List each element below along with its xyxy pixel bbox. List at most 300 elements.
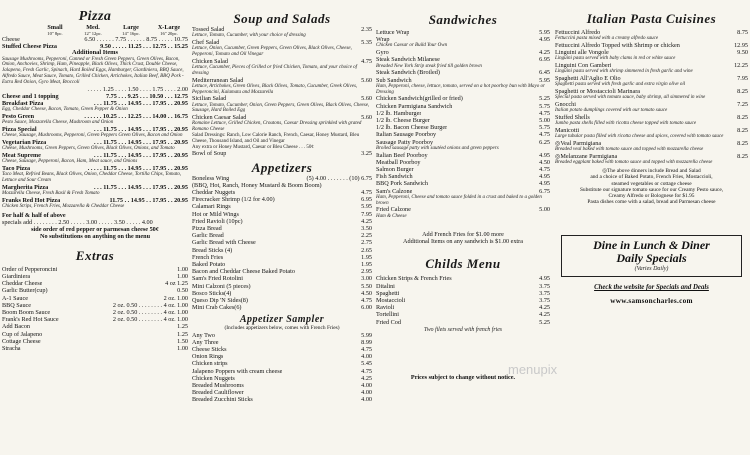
- item-description: Lettuce, Tomato, Cucumber, Onion, Green Peppers, Green Olives, Black Olives, Cheese, Sausage, Hard Boiled Egg: [192, 102, 370, 114]
- item-name: Sicilian Salad: [192, 95, 227, 103]
- dressings-extra: Any extra or Honey Mustard, Caesar or Bleu Cheese . . . 50¢: [192, 144, 314, 150]
- menu-item: [192, 95, 372, 102]
- item-price: 4.25: [539, 304, 550, 312]
- menu-item: [2, 36, 188, 43]
- item-name: Manicotti: [555, 127, 580, 135]
- menu-item: [376, 29, 550, 36]
- fries-note: Add French Fries for $1.00 more: [422, 231, 504, 239]
- item-price: . . . . . . 10.25 . . . 12.25 . . . 14.00 . . 16.75: [84, 113, 188, 120]
- item-name: Cottage Cheese: [2, 337, 41, 345]
- appetizers-list: [192, 175, 372, 312]
- item-name: Calamari Rings: [192, 203, 231, 211]
- menu-item: [2, 273, 188, 280]
- item-price: 7.75 . . . 9.25 . . . 10.50 . . . 12.75: [106, 92, 188, 100]
- item-description: Lettuce, Artichokes, Green Olives, Black Olives, Tomato, Cucumber, Greek Olives, Pepperoncini, Kalamata and Mozzarella: [192, 83, 358, 95]
- item-price: 5.75: [539, 124, 550, 132]
- menu-item: [192, 360, 372, 367]
- item-description: Lettuce, Cucumber, Pieces of Grilled or fried Chicken, Tomato, and your choice of dressing: [192, 65, 358, 76]
- item-name: 1/2 lb. Bacon Cheese Burger: [376, 124, 448, 132]
- item-name: Bacon and Cheddar Cheese Baked Potato: [192, 268, 295, 276]
- item-name: A-1 Sauce: [2, 294, 28, 302]
- additional-items-prices: . . . . . 1.25 . . . . 1.50 . . . . 1.75 . . . . 2.00: [87, 85, 188, 93]
- item-description: Ham, Pepperoni, cheese, lettuce, tomato, served on a hot poorboy bun with Mayo or Dressing: [376, 83, 545, 95]
- pizza-column: [2, 0, 188, 455]
- menu-item: [2, 93, 188, 100]
- menu-item: [376, 124, 550, 131]
- item-price: 5.25: [539, 95, 550, 103]
- sandwiches-title: Sandwiches: [428, 12, 498, 27]
- menu-item: [376, 290, 550, 297]
- pasta-notes: [555, 168, 748, 205]
- menu-item: [376, 49, 550, 56]
- item-name: Chicken Sandwich(grilled or fried): [376, 95, 463, 103]
- item-price: 5.95: [539, 29, 550, 36]
- item-price: 3.75: [539, 289, 550, 297]
- item-price: 1.50: [177, 337, 188, 345]
- menu-item: [555, 88, 748, 95]
- item-price: 7.95: [361, 210, 372, 218]
- item-description: Lettuce, Onion, Cucumber, Green Peppers, Green Olives, Black Olives, Cheese, Pepperoni, Tomato and Oil Vinegar: [192, 46, 352, 57]
- childs-list: [376, 275, 550, 325]
- item-price: 4.95: [539, 275, 550, 283]
- item-name: Bowl of Soup: [192, 150, 227, 158]
- item-name: Stuffed Shells: [555, 114, 590, 122]
- item-name: Meat Supreme: [2, 152, 41, 159]
- item-name: 1/2 lb. Cheese Burger: [376, 117, 430, 125]
- item-name: Chicken Caesar Salad: [192, 114, 247, 122]
- website-link[interactable]: www.samsoncharles.com: [610, 297, 693, 306]
- menu-item: [376, 36, 550, 43]
- item-name: Breaded Cauliflower: [192, 389, 244, 397]
- menu-item: [192, 353, 372, 360]
- item-name: Garlic Bread with Cheese: [192, 239, 256, 247]
- item-price: 4.25: [361, 374, 372, 382]
- item-name: Chicken Salad: [192, 57, 228, 65]
- pasta-list: [555, 29, 748, 166]
- item-price: 2 oz. 0.50 . . . . . . . . 4 oz. 1.00: [112, 316, 188, 324]
- item-name: Baked Potato: [192, 261, 226, 269]
- item-price: 8.25: [737, 127, 748, 135]
- item-name: Cup of Jalapeno: [2, 330, 43, 338]
- item-name: Any Three: [192, 338, 219, 346]
- item-price: 5.45: [361, 360, 372, 368]
- item-name: Breakfast Pizza: [2, 100, 44, 107]
- item-price: 5.00: [539, 117, 550, 125]
- item-price: 4.75: [361, 188, 372, 196]
- menu-item: [2, 323, 188, 330]
- menu-item: [2, 266, 188, 273]
- item-description: Cheese, Mushrooms, Green Peppers, Green Olives, Black Olives, Onions, and Tomato: [2, 146, 175, 152]
- item-description: Breaded New York Strip steak fried till golden brown: [376, 63, 482, 69]
- sampler-title: Appetizer Sampler: [239, 314, 325, 326]
- menu-item: [192, 375, 372, 382]
- sandwich-extra-note: Additional Items on any sandwich is $1.00 extra: [403, 238, 523, 246]
- menu-item: [192, 239, 372, 246]
- menu-item: [2, 165, 188, 172]
- half-note-prices: specials add . . . . . . . . 2.50 . . . . . 3.00 . . . . . 3.50 . . . . . 4.00: [2, 218, 153, 226]
- item-name: Cheese: [2, 36, 20, 43]
- menu-item: [2, 184, 188, 191]
- item-price: 5.99: [361, 331, 372, 339]
- pasta-note: steamed vegetables or cottage cheese: [611, 180, 692, 187]
- item-price: 3.50: [361, 225, 372, 232]
- item-name: Mediterranean Salad: [192, 76, 244, 84]
- item-name: Chicken Parmigiana Sandwich: [376, 102, 453, 110]
- item-name: Jalapeno Poppers with cream cheese: [192, 367, 283, 375]
- item-price: 4 oz 1.25: [165, 280, 188, 288]
- item-price: 6.00: [361, 304, 372, 312]
- item-price: 1.00: [177, 265, 188, 273]
- pizza-specials-list: [2, 100, 188, 210]
- half-note: For half & half of above: [2, 211, 66, 219]
- item-price: 4.95: [539, 180, 550, 188]
- item-name: Garlic Bread: [192, 232, 224, 240]
- size-large: Large: [123, 24, 139, 31]
- salad-dressings: Salad Dressings: Ranch, Low Calorie Ranch, French, Caesar, Honey Mustard, Bleu Cheese, Thousand Island, and Oil and Vinegar: [192, 132, 360, 144]
- item-name: Fried Calzone: [376, 206, 411, 214]
- item-name: Giardiniera: [2, 273, 31, 280]
- item-name: Steak Sandwich (Broiled): [376, 69, 440, 77]
- item-name: Mostaccioli: [376, 297, 406, 305]
- item-name: Italian Beef Poorboy: [376, 151, 428, 159]
- item-description: Fettuccini pasta mixed with a creamy alfredo sauce: [555, 36, 659, 42]
- item-description: Spaghetti pasta served with fresh garlic and extra virgin olive oil: [555, 82, 686, 88]
- item-name: Pesto Green: [2, 113, 35, 120]
- menu-item: [2, 316, 188, 323]
- menu-item: [555, 62, 748, 69]
- item-description: Pesto Sauce, Mozzarella Cheese, Mushroom and Onion: [2, 120, 114, 126]
- menu-item: [376, 77, 550, 84]
- item-price: 7.95: [737, 75, 748, 83]
- item-price: 5.60: [361, 95, 372, 103]
- pasta-column: [555, 0, 748, 455]
- item-description: Large tubular pasta filled with ricotta cheese and spices, covered with tomato sauce: [555, 134, 724, 140]
- item-price: 4.95: [539, 36, 550, 44]
- item-name: Stracha: [2, 345, 21, 353]
- item-name: Any Two: [192, 331, 215, 339]
- item-price: 4.75: [361, 297, 372, 305]
- item-price: 4.50: [361, 289, 372, 297]
- item-price: 6.95: [361, 196, 372, 204]
- varies-daily: (Varies Daily): [634, 266, 669, 273]
- item-name: Firecracker Shrimp (1/2 for 4.00): [192, 196, 275, 204]
- additional-items-desc: Sausage Mushrooms, Pepperoni, Canned or Fresh Green Peppers, Green Olives, Bacon, Onion, Anchovies, Shrimp, Ham, Pineapple, Black Olives, Thick Crust, Double Cheese, Jalapeno, Fresh Garlic, Spinach, Hard Boiled Eggs, Hamburger, Giardiniera, BBQ Sauce, Alfredo Sauce, Meat Sauce, Tomato, Grilled Chicken, Artichokes, Italian Beef, BBQ Pork - Extra Red Onion, Gyro Meat, Broccoli: [2, 56, 184, 85]
- item-price: 1.00: [177, 345, 188, 353]
- item-price: 5.60: [361, 76, 372, 84]
- menu-item: [192, 389, 372, 396]
- menu-item: [376, 110, 550, 117]
- item-name: ◎Veal Parmigiana: [555, 140, 602, 148]
- pizza-size-headers: [2, 24, 188, 31]
- menu-item: [192, 225, 372, 232]
- dine-in-title: Dine in Lunch & Diner: [593, 238, 710, 253]
- childs-note: Two filets served with french fries: [423, 326, 503, 333]
- item-price: 2.95: [361, 268, 372, 276]
- item-name: Spaghetti or Mostaccioli Marinara: [555, 88, 641, 96]
- item-name: Spaghetti: [376, 289, 400, 297]
- item-description: Breaded eggplant baked with tomato sauce and topped with mozzarella cheese: [555, 160, 713, 166]
- item-price: . . . 11.75 . . . 14.95 . . . 17.95 . . 20.95: [93, 152, 188, 159]
- item-price: 4.75: [361, 346, 372, 354]
- item-name: Fettuccini Alfredo: [555, 29, 601, 36]
- item-price: 4.95: [539, 173, 550, 181]
- item-name: BBQ Sauce: [2, 301, 32, 309]
- menu-item: [376, 206, 550, 213]
- menu-item: [555, 42, 748, 49]
- item-name: Cheese Sticks: [192, 346, 227, 354]
- item-name: Linguini alle Vongole: [555, 49, 609, 57]
- pasta-note: and a choice of Baked Potato, French Fries, Mostaccioli,: [590, 174, 713, 181]
- menu-item: [2, 338, 188, 345]
- item-price: 4.75: [539, 166, 550, 174]
- item-description: Ham & Cheese: [376, 213, 407, 219]
- item-name: Mini Calzoni (5 pieces): [192, 282, 251, 290]
- daily-specials-title: Daily Specials: [616, 251, 687, 266]
- item-price: 5.60: [361, 114, 372, 122]
- item-price: 4.00: [361, 396, 372, 404]
- menu-item: [376, 311, 550, 318]
- item-price: 2.65: [361, 246, 372, 254]
- menu-item: [376, 166, 550, 173]
- item-price: 3.75: [539, 297, 550, 305]
- item-price: 9.50: [737, 49, 748, 57]
- menu-item: [192, 275, 372, 282]
- item-name: Frank's Red Hot Sauce: [2, 316, 59, 324]
- menu-item: [2, 309, 188, 316]
- item-price: 5.95: [539, 76, 550, 84]
- item-price: . . . 11.75 . . . 14.95 . . . 17.95 . . 20.95: [93, 126, 188, 133]
- menu-item: [192, 396, 372, 403]
- item-price: 12.25: [734, 62, 748, 70]
- price-change-note: Prices subject to change without notice.: [410, 373, 516, 381]
- item-name: Chef Salad: [192, 39, 220, 46]
- item-description: Cheese, Sausage, Mushrooms, Pepperoni, Green Peppers Green Olives, Bacon and Onion: [2, 133, 183, 139]
- item-price: 3.00: [361, 275, 372, 283]
- menu-item: [2, 197, 188, 204]
- menu-item: [192, 254, 372, 261]
- menu-item: [376, 173, 550, 180]
- item-name: Add Bacon: [2, 323, 31, 331]
- item-price: 4.25: [539, 311, 550, 319]
- item-description: Breaded veal baked with tomato sauce and topped with mozzarella cheese: [555, 147, 704, 153]
- menu-item: [555, 114, 748, 121]
- menu-item: [2, 345, 188, 352]
- menu-item: [192, 58, 372, 65]
- menu-item: [376, 56, 550, 63]
- watermark-logo: menupix: [508, 362, 558, 377]
- additional-items-title: Additional Items: [72, 49, 118, 57]
- menu-item: [192, 203, 372, 210]
- menu-item: [376, 131, 550, 138]
- menu-item: [376, 159, 550, 166]
- item-name: Sam's Fried Rotolini: [192, 275, 243, 283]
- item-description: Romaine Lettuce, Grilled Chicken, Croutons, Caesar Dressing sprinkled with grated Romano Cheese: [192, 121, 362, 133]
- item-name: Hot or Mild Wings: [192, 210, 239, 218]
- item-price: 6.45: [539, 69, 550, 77]
- menu-item: [376, 69, 550, 76]
- item-description: Lettuce, Tomato, Cucumber, with your choice of dressing: [192, 33, 306, 39]
- item-name: Bread Sticks (4): [192, 246, 233, 254]
- size-detail: 10" 8pc.: [47, 31, 63, 36]
- menu-item: [192, 346, 372, 353]
- menu-item: [192, 247, 372, 254]
- item-name: French Fries: [192, 253, 224, 261]
- item-price: 8.25: [737, 140, 748, 148]
- item-name: Breaded Mushrooms: [192, 382, 244, 390]
- item-price: 1.00: [177, 273, 188, 280]
- menu-item: [376, 95, 550, 102]
- item-name: Fried Ravioli (10pc): [192, 217, 243, 225]
- item-name: Ravioli: [376, 304, 395, 312]
- soups-list: [192, 26, 372, 133]
- item-name: Gnocchi: [555, 101, 576, 109]
- daily-specials-box: [561, 235, 742, 277]
- item-name: Steak Sandwich Milanese: [376, 56, 440, 64]
- item-price: 5.35: [361, 39, 372, 46]
- size-detail: 16" 20pc.: [160, 31, 178, 36]
- item-name: Sausage Patty Poorboy: [376, 138, 434, 146]
- menu-item: [376, 117, 550, 124]
- item-price: 4.75: [361, 57, 372, 65]
- item-name: Boneless Wing: [192, 174, 230, 182]
- item-price: 4.00: [361, 389, 372, 397]
- item-description: Ham, Pepperoni, Cheese and tomato sauce folded in a crust and baked to a golden brown: [376, 194, 542, 206]
- size-small: Small: [47, 24, 63, 31]
- menu-item: [376, 152, 550, 159]
- item-name: (BBQ, Hot, Ranch, Honey Mustard & Boom Boom): [192, 181, 322, 189]
- item-price: 2 oz. 0.50 . . . . . . . . 4 oz. 1.00: [112, 301, 188, 309]
- sandwiches-column: [376, 0, 550, 455]
- item-name: Bosco Sticks(4): [192, 289, 232, 297]
- item-price: . . . . . 11.75 . . . 14.95 . . . 17.95 . . 20.95: [87, 165, 188, 172]
- item-price: 4.75: [539, 131, 550, 139]
- menu-item: [2, 280, 188, 287]
- item-price: 8.99: [361, 338, 372, 346]
- menu-item: [192, 189, 372, 196]
- item-name: Taco Pizza: [2, 165, 31, 172]
- item-description: Chicken Caesar or Build Your Own: [376, 43, 448, 49]
- item-price: 7.25: [737, 101, 748, 109]
- soups-column: [192, 0, 372, 455]
- menu-item: [555, 153, 748, 160]
- item-price: . . . 11.75 . . . 14.95 . . . 17.95 . . 20.95: [93, 139, 188, 146]
- item-price: 4.25: [361, 217, 372, 225]
- item-price: 2 oz. 1.00: [163, 294, 188, 302]
- item-name: Ditalini: [376, 282, 395, 290]
- item-description: Jumbo pasta shells filled with ricotta cheese topped with tomato sauce: [555, 121, 697, 127]
- pasta-note: Creamy Alfredo or Bolognese for $1.95: [608, 193, 695, 200]
- item-name: Mini Crab Cakes(6): [192, 304, 242, 312]
- item-name: Boom Boom Sauce: [2, 309, 51, 317]
- item-name: Franks Red Hot Pizza: [2, 196, 61, 204]
- item-name: Cheddar Nuggets: [192, 188, 236, 196]
- item-price: 8.25: [737, 88, 748, 96]
- extras-title: Extras: [75, 247, 115, 263]
- item-price: 8.25: [737, 153, 748, 161]
- menu-item: [376, 275, 550, 282]
- item-name: Tossed Salad: [192, 26, 225, 33]
- sampler-subtitle: (Includes appetizers below, comes with French Fries): [224, 325, 340, 332]
- pizza-title: Pizza: [78, 9, 112, 24]
- item-price: 4.75: [539, 109, 550, 117]
- appetizers-title: Appetizers: [251, 159, 313, 175]
- item-name: Fried Cod: [376, 318, 401, 326]
- item-name: 1/2 lb. Hamburger: [376, 109, 422, 117]
- item-description: Broiled sausage patty with sautéed onions and green peppers: [376, 145, 499, 151]
- item-price: 6.75: [539, 187, 550, 195]
- menu-item: [376, 304, 550, 311]
- item-description: Linguini pasta served with shrimp simmered in fresh garlic and wine: [555, 69, 693, 75]
- menu-item: [555, 49, 748, 56]
- item-price: . . . 11.75 . . . 14.95 . . . 17.95 . . 20.95: [93, 183, 188, 191]
- item-name: Italian Sausage Poorboy: [376, 131, 437, 139]
- menu-item: [192, 368, 372, 375]
- item-price: 8.75: [737, 29, 748, 36]
- menu-item: [555, 75, 748, 82]
- item-name: Linguini Con Gamberi: [555, 62, 612, 70]
- item-price: 12.95: [734, 42, 748, 49]
- sandwiches-list: [376, 29, 550, 219]
- size-xlarge: X-Large: [157, 24, 181, 31]
- menu-item: [192, 150, 372, 157]
- item-price: 4.75: [361, 367, 372, 375]
- item-price: 11.75 . . 14.95 . . 17.95 . . 20.95: [109, 196, 188, 204]
- menu-item: [376, 139, 550, 146]
- item-description: Chicken Strips, French Fries, Mozzarella & Cheddar Cheese: [2, 204, 125, 209]
- menu-item: [2, 287, 188, 294]
- menu-item: [192, 182, 372, 189]
- item-price: 9.50 . . . . . 11.25 . . . 12.75 . . 15.25: [100, 43, 188, 51]
- item-price: 4.50: [539, 158, 550, 166]
- item-price: 2 oz. 0.50 . . . . . . . . 4 oz. 1.00: [112, 309, 188, 317]
- menu-item: [192, 283, 372, 290]
- item-description: Linguini pasta served with baby clams in red or white sauce: [555, 56, 676, 62]
- menu-item: [555, 140, 748, 147]
- item-price: 0.50: [177, 287, 188, 295]
- item-description: Italian potato dumplings covered with our tomato sauce: [555, 108, 668, 114]
- item-price: 1.25: [177, 323, 188, 331]
- sampler-list: [192, 332, 372, 404]
- childs-title: Childs Menu: [425, 256, 501, 272]
- item-price: 1.25: [177, 330, 188, 338]
- specials-link[interactable]: Check the website for Specials and Deals: [594, 284, 709, 292]
- item-price: 5.50: [361, 282, 372, 290]
- item-name: Sub Sandwich: [376, 76, 412, 84]
- menu-item: [192, 332, 372, 339]
- menu-item: [555, 127, 748, 134]
- size-detail: 12" 12pc.: [84, 31, 102, 36]
- pasta-note: Substitute our signature tomato sauce for our Creamy Pesto sauce,: [579, 186, 724, 193]
- pasta-note: Pasta dishes come with a salad, bread and Parmesan cheese: [587, 199, 716, 206]
- size-medium: Med.: [86, 24, 100, 31]
- item-price: 6.50 . . . . . . 7.75 . . . . . . 8.75 . . . . . 10.75: [84, 36, 188, 43]
- menu-item: [2, 152, 188, 159]
- menu-item: [2, 302, 188, 309]
- item-name: Pizza Bread: [192, 225, 222, 232]
- side-order-note: side order of red pepper or parmesan cheese 50¢: [31, 225, 159, 233]
- item-name: Lettuce Wrap: [376, 29, 410, 36]
- pasta-note: ◎The above dinners include Bread and Salad: [602, 168, 701, 175]
- menu-item: [376, 283, 550, 290]
- item-name: Chicken Nuggets: [192, 374, 235, 382]
- item-price: 4.25: [539, 49, 550, 57]
- item-name: Order of Pepperoncini: [2, 265, 58, 273]
- menu-item: [192, 196, 372, 203]
- menu-item: [376, 297, 550, 304]
- soups-title: Soup and Salads: [233, 11, 331, 26]
- item-name: Queso Dip 'N Sides(8): [192, 297, 248, 305]
- menu-item: [555, 101, 748, 108]
